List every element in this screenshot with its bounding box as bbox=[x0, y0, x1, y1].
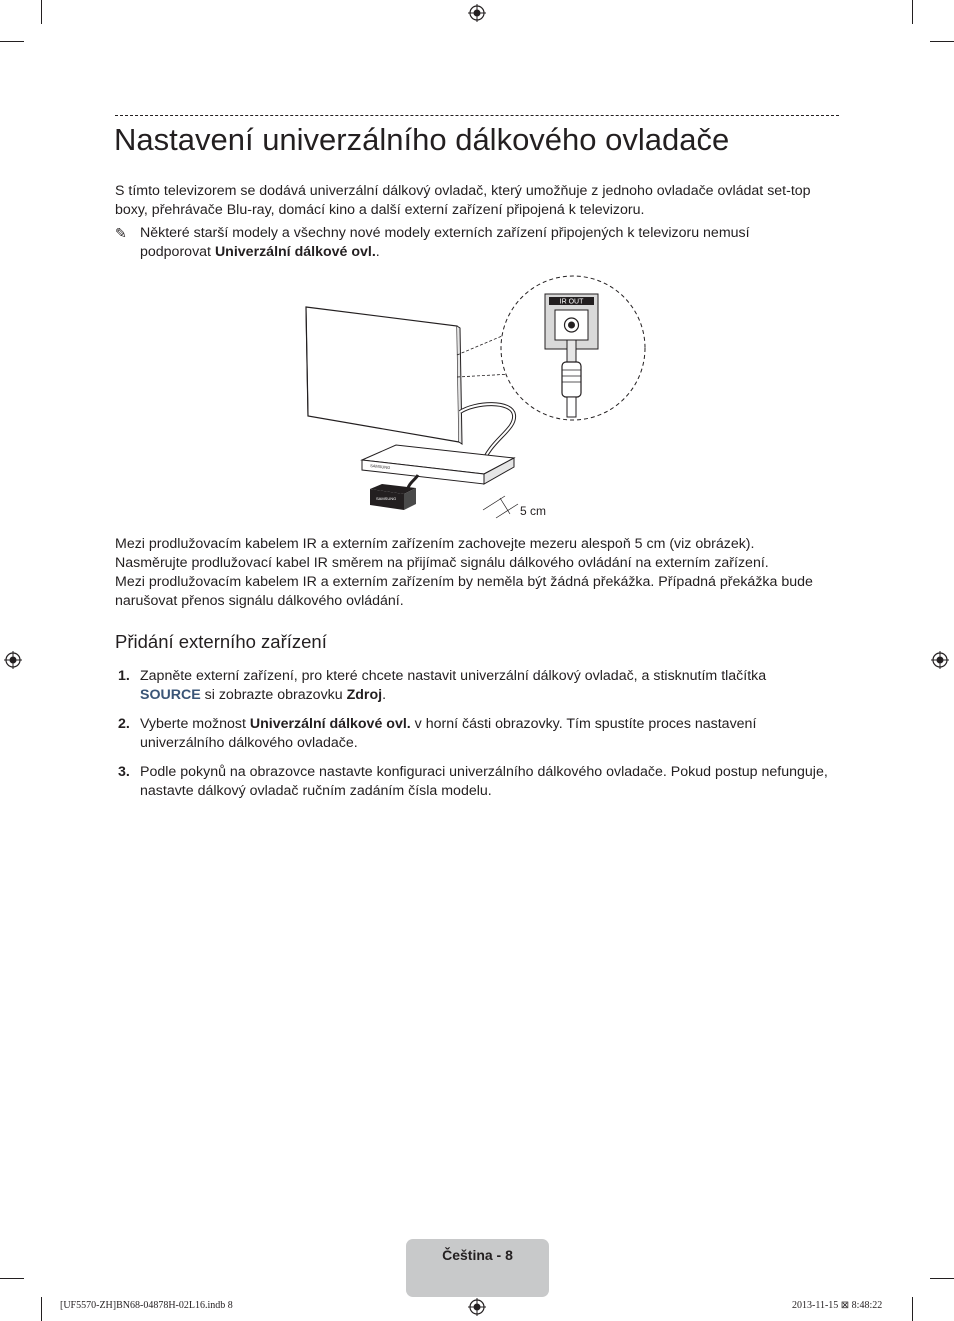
step-number: 2. bbox=[118, 716, 130, 732]
crop-mark-bottom-right-v bbox=[912, 1297, 913, 1321]
step-bold-term: Univerzální dálkové ovl. bbox=[249, 716, 411, 732]
pencil-note-icon: ✎ bbox=[115, 225, 127, 241]
title-divider bbox=[115, 115, 839, 116]
note-bold-term: Univerzální dálkové ovl. bbox=[214, 244, 376, 260]
registration-mark-icon bbox=[4, 651, 22, 669]
crop-mark-top-right-v bbox=[912, 0, 913, 24]
step-number: 1. bbox=[118, 668, 130, 684]
print-slug-left: [UF5570-ZH]BN68-04878H-02L16.indb 8 bbox=[60, 1300, 233, 1311]
tv-illustration bbox=[306, 307, 459, 442]
page-number-label: Čeština - 8 bbox=[442, 1247, 513, 1263]
registration-mark-icon bbox=[468, 4, 486, 22]
svg-text:SAMSUNG: SAMSUNG bbox=[376, 496, 397, 501]
instruction-line: Mezi prodlužovacím kabelem IR a externím zařízením zachovejte mezeru alespoň 5 cm (viz obrázek). bbox=[115, 536, 755, 552]
distance-label: 5 cm bbox=[520, 504, 547, 518]
step-text: Podle pokynů na obrazovce nastavte konfiguraci univerzálního dálkového ovladače. Pokud postup nefunguje, nastavte dálkový ovladač ručním zadáním čísla modelu. bbox=[140, 764, 828, 799]
ir-instructions bbox=[115, 535, 840, 611]
registration-mark-icon bbox=[931, 651, 949, 669]
box-brand-label: SAMSUNG bbox=[369, 463, 391, 471]
note-text: Některé starší modely a všechny nové modely externích zařízení připojených k televizoru nemusí podporovat bbox=[140, 225, 750, 260]
step-text: v horní části obrazovky. Tím spustíte proces nastavení univerzálního dálkového ovladače. bbox=[140, 716, 757, 751]
step-bold-term: Zdroj bbox=[346, 687, 383, 703]
ir-out-label: IR OUT bbox=[559, 298, 584, 306]
crop-mark-top-left-v bbox=[41, 0, 42, 24]
print-slug-right: 2013-11-15 ⊠ 8:48:22 bbox=[792, 1300, 883, 1311]
crop-mark-top-right-h bbox=[930, 41, 954, 42]
instruction-line: Mezi prodlužovacím kabelem IR a externím zařízením by neměla být žádná překážka. Případná překážka bude narušovat přenos signálu dálkového ovládání. bbox=[115, 574, 813, 609]
crop-mark-top-left-h bbox=[0, 41, 24, 42]
crop-mark-bottom-left-v bbox=[41, 1297, 42, 1321]
step-number: 3. bbox=[118, 764, 130, 780]
intro-paragraph: S tímto televizorem se dodává univerzální dálkový ovladač, který umožňuje z jednoho ovladače ovládat set-top boxy, přehrávače Blu-ray, domácí kino a další externí zařízení připojená k televizoru. bbox=[115, 183, 811, 218]
crop-mark-bottom-left-h bbox=[0, 1278, 24, 1279]
page-title: Nastavení univerzálního dálkového ovladače bbox=[114, 122, 730, 157]
crop-mark-bottom-right-h bbox=[930, 1278, 954, 1279]
registration-mark-icon bbox=[468, 1298, 486, 1316]
step-text: si zobrazte obrazovku bbox=[200, 687, 347, 703]
ir-extender-diagram bbox=[300, 270, 650, 525]
step-text: Vyberte možnost bbox=[140, 716, 250, 732]
page-number-tab bbox=[406, 1239, 549, 1297]
source-key-label: SOURCE bbox=[140, 687, 201, 703]
instruction-line: Nasměrujte prodlužovací kabel IR směrem na přijímač signálu dálkového ovládání na externím zařízení. bbox=[115, 555, 769, 571]
step-text: Zapněte externí zařízení, pro které chcete nastavit univerzální dálkový ovladač, a stisknutím tlačítka bbox=[140, 668, 767, 684]
section-heading: Přidání externího zařízení bbox=[115, 631, 327, 652]
